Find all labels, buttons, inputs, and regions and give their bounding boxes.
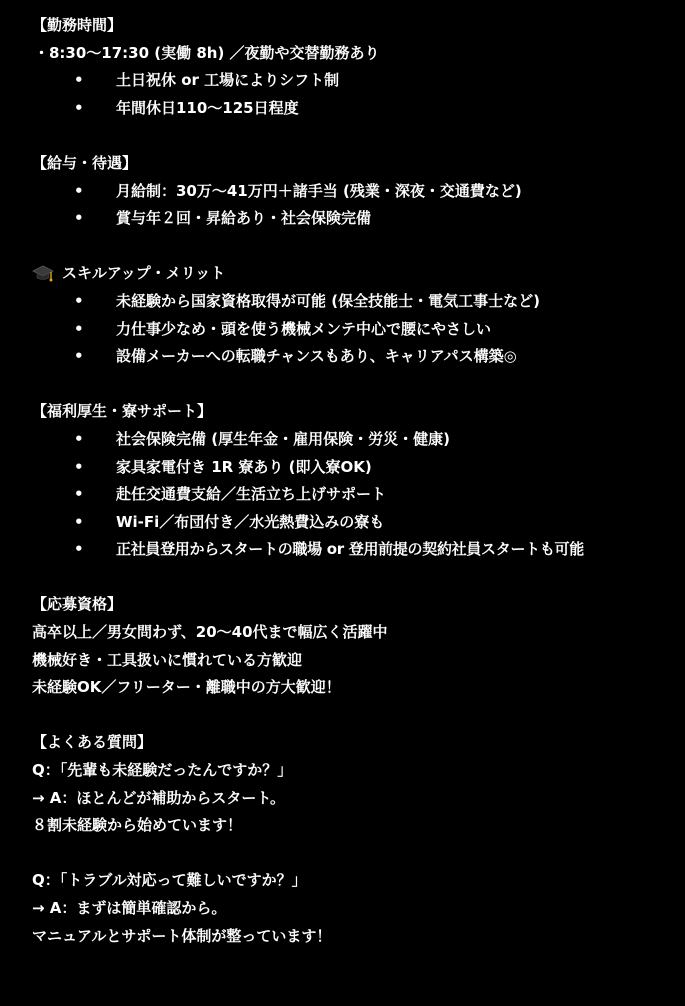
qualifications-line: 高卒以上／男女問わず、20〜40代まで幅広く活躍中	[32, 623, 388, 642]
skills-header-row	[0, 260, 685, 288]
spacer	[0, 371, 685, 399]
work-hours-item: • 土日祝休 or 工場によりシフト制	[0, 67, 685, 95]
welfare-item: • Wi-Fi／布団付き／水光熱費込みの寮も	[0, 509, 685, 537]
skills-item: • 未経験から国家資格取得が可能 (保全技能士・電気工事士など)	[0, 288, 685, 316]
skills-item: • 力仕事少なめ・頭を使う機械メンテ中心で腰にやさしい	[0, 316, 685, 344]
salary-header: 【給与・待遇】	[32, 153, 138, 172]
welfare-item: • 正社員登用からスタートの職場 or 登用前提の契約社員スタートも可能	[0, 536, 685, 564]
graduation-cap-icon	[32, 264, 54, 284]
work-hours-item: • 年間休日110〜125日程度	[0, 95, 685, 123]
welfare-item: • 赴任交通費支給／生活立ち上げサポート	[0, 481, 685, 509]
bullet-icon: •	[74, 429, 84, 448]
bullet-icon: •	[74, 347, 84, 366]
bullet-icon: •	[74, 291, 84, 310]
bullet-icon: •	[74, 457, 84, 476]
job-posting-text	[0, 12, 685, 950]
spacer	[0, 840, 685, 868]
bullet-icon: •	[74, 209, 84, 228]
welfare-header: 【福利厚生・寮サポート】	[32, 402, 213, 421]
welfare-item: • 社会保険完備 (厚生年金・雇用保険・労災・健康)	[0, 426, 685, 454]
bullet-icon: •	[74, 485, 84, 504]
bullet-icon: •	[74, 71, 84, 90]
bullet-icon: •	[74, 98, 84, 117]
faq-header: 【よくある質問】	[32, 733, 153, 752]
qualifications-line: 未経験OK／フリーター・離職中の方大歓迎！	[32, 678, 341, 697]
faq-answer: → A：ほとんどが補助からスタート。	[32, 788, 286, 807]
faq-answer: → A：まずは簡単確認から。	[32, 899, 227, 917]
spacer	[0, 564, 685, 592]
skills-item: • 設備メーカーへの転職チャンスもあり、キャリアパス構築◎	[0, 343, 685, 371]
spacer	[0, 122, 685, 150]
faq-question: Q：「先輩も未経験だったんですか？」	[32, 761, 293, 780]
welfare-item: • 家具家電付き 1R 寮あり (即入寮OK)	[0, 454, 685, 482]
bullet-icon: •	[74, 512, 84, 531]
faq-question: Q：「トラブル対応って難しいですか？」	[32, 871, 307, 890]
spacer	[0, 233, 685, 261]
salary-item: • 月給制：30万〜41万円＋諸手当 (残業・深夜・交通費など)	[0, 178, 685, 206]
qualifications-line: 機械好き・工具扱いに慣れている方歓迎	[32, 650, 303, 669]
spacer	[0, 702, 685, 730]
bullet-icon: •	[74, 540, 84, 559]
bullet-icon: •	[74, 181, 84, 200]
faq-answer-detail: マニュアルとサポート体制が整っています！	[32, 926, 332, 945]
work-hours-header: 【勤務時間】	[32, 16, 123, 34]
faq-answer-detail: ８割未経験から始めています！	[32, 816, 243, 835]
qualifications-header: 【応募資格】	[32, 595, 123, 614]
salary-item: • 賞与年２回・昇給あり・社会保険完備	[0, 205, 685, 233]
work-hours-lead: ・8:30〜17:30 (実働 8h) ／夜勤や交替勤務あり	[34, 43, 380, 62]
bullet-icon: •	[74, 319, 84, 338]
skills-header: スキルアップ・メリット	[62, 264, 226, 283]
